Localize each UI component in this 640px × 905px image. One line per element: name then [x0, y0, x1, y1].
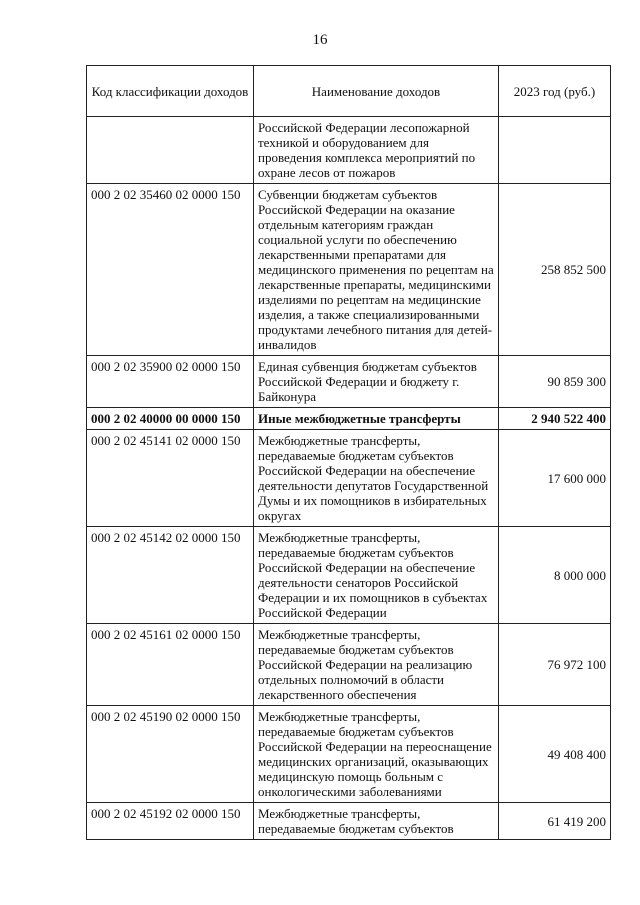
- row-amount: 258 852 500: [499, 184, 611, 356]
- row-name: Межбюджетные трансферты, передаваемые бюджетам субъектов Российской Федерации на переоснащение медицинских организаций, оказывающих медицинскую помощь больным с онкологическими заболеваниями: [254, 706, 499, 803]
- row-code: 000 2 02 45161 02 0000 150: [87, 624, 254, 706]
- row-amount: 2 940 522 400: [499, 408, 611, 430]
- row-name: Межбюджетные трансферты, передаваемые бюджетам субъектов Российской Федерации на обеспечение деятельности депутатов Государственной Думы и их помощников в избирательных округах: [254, 430, 499, 527]
- row-amount: 76 972 100: [499, 624, 611, 706]
- table-row: [87, 430, 611, 527]
- row-code: 000 2 02 35900 02 0000 150: [87, 356, 254, 408]
- row-amount: 49 408 400: [499, 706, 611, 803]
- table-row: [87, 356, 611, 408]
- row-amount: 90 859 300: [499, 356, 611, 408]
- row-name: Российской Федерации лесопожарной техникой и оборудованием для проведения комплекса мероприятий по охране лесов от пожаров: [254, 117, 499, 184]
- table-row: [87, 803, 611, 840]
- header-amount: 2023 год (руб.): [499, 66, 611, 117]
- row-code: 000 2 02 45190 02 0000 150: [87, 706, 254, 803]
- row-name: Субвенции бюджетам субъектов Российской Федерации на оказание отдельным категориям граждан социальной услуги по обеспечению лекарственными препаратами для медицинского применения по рецептам на лекарственные препараты, медицинскими изделиями по рецептам на медицинские изделия, а также специализированными продуктами лечебного питания для детей-инвалидов: [254, 184, 499, 356]
- table-row: [87, 117, 611, 184]
- row-amount: [499, 117, 611, 184]
- revenue-table: [86, 65, 611, 840]
- row-name: Иные межбюджетные трансферты: [254, 408, 499, 430]
- row-name: Единая субвенция бюджетам субъектов Российской Федерации и бюджету г. Байконура: [254, 356, 499, 408]
- row-amount: 61 419 200: [499, 803, 611, 840]
- table-row: [87, 706, 611, 803]
- row-amount: 17 600 000: [499, 430, 611, 527]
- table-row-total: [87, 408, 611, 430]
- row-code: 000 2 02 35460 02 0000 150: [87, 184, 254, 356]
- row-code: 000 2 02 45192 02 0000 150: [87, 803, 254, 840]
- row-code: 000 2 02 45142 02 0000 150: [87, 527, 254, 624]
- row-code: 000 2 02 40000 00 0000 150: [87, 408, 254, 430]
- row-code: [87, 117, 254, 184]
- row-code: 000 2 02 45141 02 0000 150: [87, 430, 254, 527]
- table-row: [87, 624, 611, 706]
- header-name: Наименование доходов: [254, 66, 499, 117]
- row-amount: 8 000 000: [499, 527, 611, 624]
- table-row: [87, 527, 611, 624]
- header-code: Код классификации доходов: [87, 66, 254, 117]
- row-name: Межбюджетные трансферты, передаваемые бюджетам субъектов Российской Федерации на реализацию отдельных полномочий в области лекарственного обеспечения: [254, 624, 499, 706]
- row-name: Межбюджетные трансферты, передаваемые бюджетам субъектов: [254, 803, 499, 840]
- page-number: 16: [312, 32, 328, 48]
- row-name: Межбюджетные трансферты, передаваемые бюджетам субъектов Российской Федерации на обеспечение деятельности сенаторов Российской Федерации и их помощников в субъектах Российской Федерации: [254, 527, 499, 624]
- table-header-row: [87, 66, 611, 117]
- table-row: [87, 184, 611, 356]
